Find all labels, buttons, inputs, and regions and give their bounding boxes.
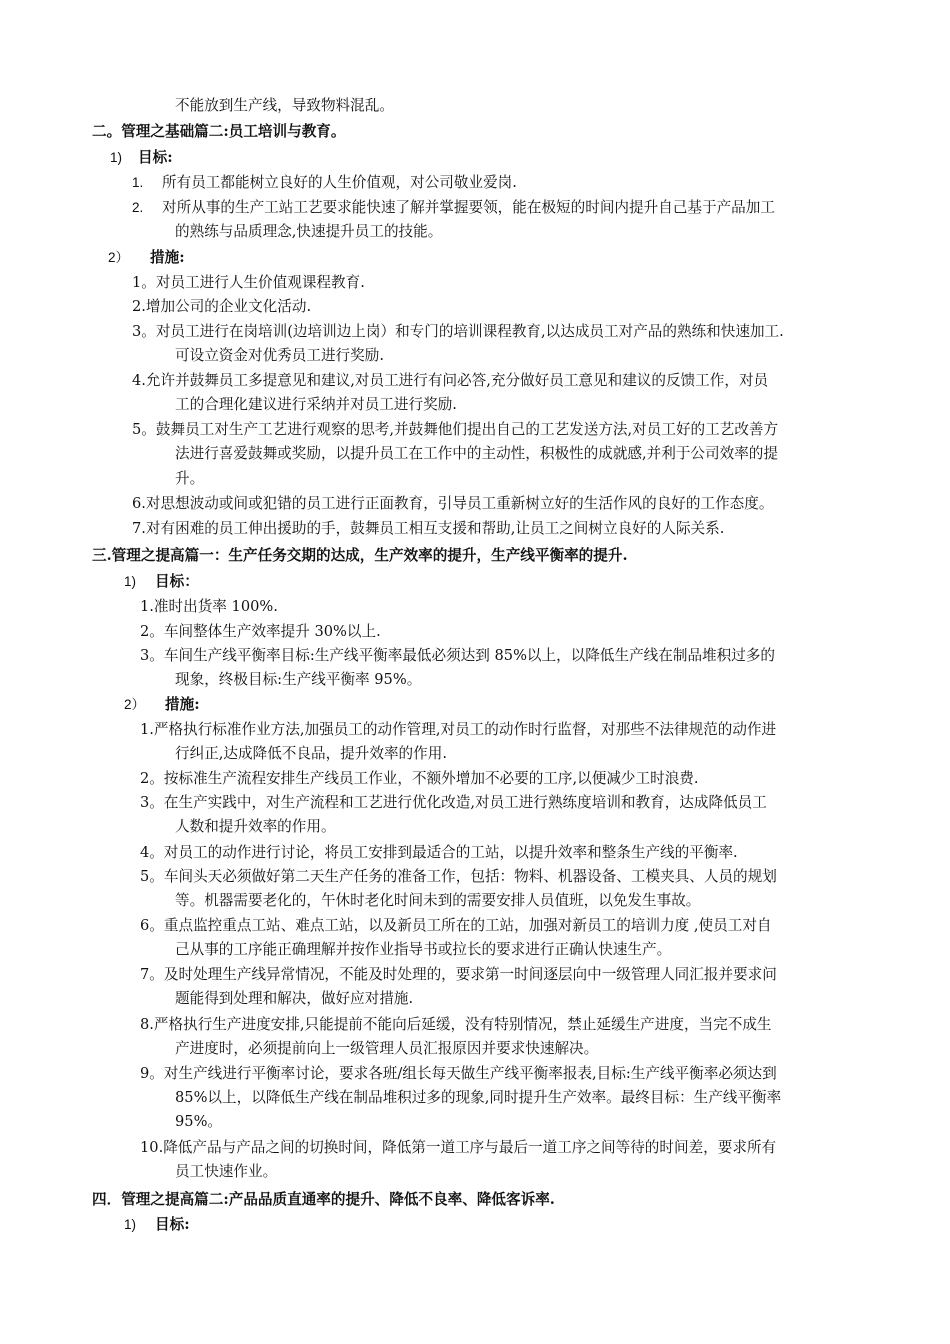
list-item: 9。对生产线进行平衡率讨论，要求各班/组长每天做生产线平衡率报表,目标:生产线平衡率必须达到 [140,1065,777,1082]
list-marker: 1) [110,150,123,165]
list-item: 8.严格执行生产进度安排,只能提前不能向后延缓，没有特别情况，禁止延缓生产进度，当完不成生 [140,1016,772,1033]
list-item: 5。车间头天必须做好第二天生产任务的准备工作，包括：物料、机器设备、工模夹具、人员的规划 [140,868,777,885]
list-item-cont: 现象，终极目标:生产线平衡率 95%。 [175,671,422,688]
section-heading: 三.管理之提高篇一：生产任务交期的达成，生产效率的提升，生产线平衡率的提升. [92,547,628,564]
list-marker: 1) [124,574,137,589]
list-item-cont: 法进行喜爱鼓舞或奖励，以提升员工在工作中的主动性，积极性的成就感,并利于公司效率的提 [175,445,778,462]
list-item-cont: 工的合理化建议进行采纳并对员工进行奖励. [175,396,457,413]
list-item-cont: 升。 [175,470,205,487]
list-item-cont: 等。机器需要老化的，午休时老化时间未到的需要安排人员值班，以免发生事故。 [175,892,701,909]
list-item: 2。车间整体生产效率提升 30%以上. [140,623,381,640]
list-item: 对所从事的生产工站工艺要求能快速了解并掌握要领，能在极短的时间内提升自己基于产品加工 [162,199,775,216]
list-item: 1。对员工进行人生价值观课程教育. [132,274,365,291]
list-item: 3。在生产实践中，对生产流程和工艺进行优化改造,对员工进行熟练度培训和教育，达成降低员工 [140,794,767,811]
subheading-measure: 措施: [150,249,185,266]
list-item: 7.对有困难的员工伸出援助的手，鼓舞员工相互支援和帮助,让员工之间树立良好的人际关系. [132,520,725,537]
list-item-cont: 的熟练与品质理念,快速提升员工的技能。 [175,223,443,240]
list-item: 6。重点监控重点工站、难点工站，以及新员工所在的工站，加强对新员工的培训力度 ,使员工对自 [140,917,772,934]
list-item: 3。对员工进行在岗培训(边培训边上岗）和专门的培训课程教育,以达成员工对产品的熟练和快速加工. [132,323,784,340]
list-item: 5。鼓舞员工对生产工艺进行观察的思考,并鼓舞他们提出自己的工艺发送方法,对员工好的工艺改善方 [132,421,779,438]
section-heading: 二。管理之基础篇二:员工培训与教育。 [92,123,346,140]
list-item-number: 1. [132,175,144,190]
list-item: 6.对思想波动或间或犯错的员工进行正面教育，引导员工重新树立好的生活作风的良好的工作态度。 [132,495,774,512]
subheading-measure: 措施: [165,696,200,713]
list-item-cont: 95%。 [175,1113,223,1130]
list-marker: 2） [124,697,146,712]
list-marker: 2） [108,250,130,265]
list-item: 3。车间生产线平衡率目标:生产线平衡率最低必须达到 85%以上，以降低生产线在制品堆积过多的 [140,647,776,664]
list-item: 2.增加公司的企业文化活动. [132,298,312,315]
section-heading: 四．管理之提高篇二:产品品质直通率的提升、降低不良率、降低客诉率. [92,1191,555,1208]
list-item: 2。按标准生产流程安排生产线员工作业，不额外增加不必要的工序,以便减少工时浪费. [140,770,699,787]
list-item-cont: 人数和提升效率的作用。 [175,818,336,835]
list-item: 4。对员工的动作进行讨论，将员工安排到最适合的工站，以提升效率和整条生产线的平衡率. [140,844,738,861]
subheading-goal: 目标: [138,149,173,166]
list-item: 7。及时处理生产线异常情况，不能及时处理的，要求第一时间逐层向中一级管理人同汇报并要求问 [140,966,777,983]
list-item-cont: 产进度时，必须提前向上一级管理人员汇报原因并要求快速解决。 [175,1040,599,1057]
list-marker: 1) [124,1217,137,1232]
list-item-cont: 题能得到处理和解决，做好应对措施. [175,990,414,1007]
continuation-line: 不能放到生产线，导致物料混乱。 [175,97,394,114]
list-item-cont: 己从事的工序能正确理解并按作业指导书或拉长的要求进行正确认快速生产。 [175,941,672,958]
list-item-cont: 行纠正,达成降低不良品，提升效率的作用. [175,745,447,762]
subheading-goal: 目标: [155,1216,190,1233]
list-item: 1.严格执行标准作业方法,加强员工的动作管理,对员工的动作时行监督，对那些不法律规范的动作进 [140,721,777,738]
list-item-number: 2. [132,200,144,215]
list-item-cont: 可设立资金对优秀员工进行奖励. [175,347,384,364]
subheading-goal: 目标： [155,573,199,590]
list-item: 10.降低产品与产品之间的切换时间，降低第一道工序与最后一道工序之间等待的时间差，要求所有 [140,1139,777,1156]
list-item-cont: 员工快速作业。 [175,1163,278,1180]
list-item-cont: 85%以上，以降低生产线在制品堆积过多的现象,同时提升生产效率。最终目标：生产线平衡率 [175,1089,782,1106]
list-item: 4.允许并鼓舞员工多提意见和建议,对员工进行有问必答,充分做好员工意见和建议的反馈工作，对员 [132,372,769,389]
list-item: 1.准时出货率 100%. [140,598,278,615]
list-item: 所有员工都能树立良好的人生价值观，对公司敬业爱岗. [162,174,517,191]
